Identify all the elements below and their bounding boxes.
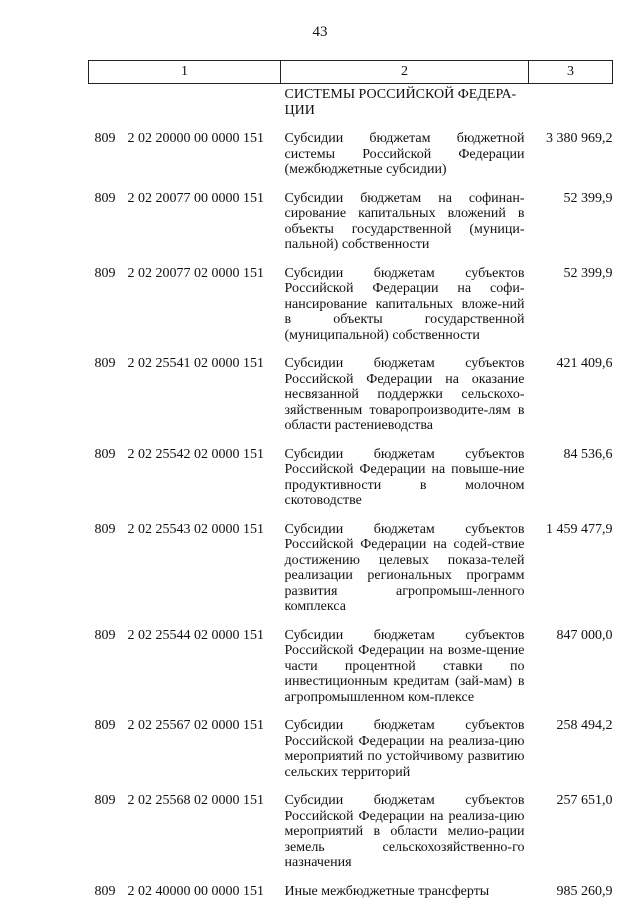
budget-table [88, 60, 613, 899]
income-name: Субсидии бюджетам субъектов Российской Федерации на возме-щение части процентной ставки по инвестиционным кредитам (зай-мам) в агропромышленном ком-плексе [284, 627, 525, 705]
amount-value: 257 651,0 [556, 793, 613, 808]
budget-classification-code: 2 02 40000 00 0000 151 [127, 883, 264, 899]
table-row [89, 793, 613, 871]
continuation-text: СИСТЕМЫ РОССИЙСКОЙ ФЕДЕРА- ЦИИ [284, 87, 517, 118]
table-row [89, 131, 613, 178]
row-spacer [89, 434, 613, 447]
row-spacer [89, 118, 613, 131]
code-cell [89, 522, 281, 615]
budget-classification-code: 2 02 20077 00 0000 151 [127, 190, 264, 206]
amount-value: 52 399,9 [563, 265, 613, 281]
budget-classification-code: 2 02 20077 02 0000 151 [127, 265, 264, 281]
admin-code: 809 [94, 356, 116, 371]
admin-code: 809 [94, 627, 116, 643]
code-cell [89, 628, 281, 706]
amount-value: 52 399,9 [563, 190, 613, 206]
column-header-2: 2 [281, 61, 529, 84]
table-row [89, 191, 613, 253]
admin-code: 809 [94, 446, 116, 462]
budget-classification-code: 2 02 25541 02 0000 151 [127, 356, 264, 371]
column-header-3: 3 [529, 61, 613, 84]
amount-value: 258 494,2 [556, 718, 613, 733]
budget-classification-code: 2 02 25544 02 0000 151 [127, 627, 264, 643]
budget-classification-code: 2 02 25567 02 0000 151 [127, 718, 264, 733]
admin-code: 809 [94, 521, 116, 537]
admin-code: 809 [94, 883, 116, 899]
amount-value: 985 260,9 [556, 883, 613, 899]
table-row [89, 628, 613, 706]
table-row [89, 266, 613, 344]
code-cell [89, 884, 281, 900]
admin-code: 809 [94, 190, 116, 206]
amount-value: 847 000,0 [556, 627, 613, 643]
row-spacer [89, 253, 613, 266]
income-name: Субсидии бюджетам субъектов Российской Федерации на оказание несвязанной поддержки сельскохо-зяйственным товаропроизводите-лям в области растениеводства [284, 356, 525, 433]
row-spacer [89, 509, 613, 522]
code-cell [89, 356, 281, 434]
code-cell [89, 191, 281, 253]
income-name: Субсидии бюджетам субъектов Российской Федерации на реализа-цию мероприятий по устойчивому развитию сельских территорий [284, 718, 525, 780]
income-name: Иные межбюджетные трансферты [284, 883, 490, 899]
row-spacer [89, 780, 613, 793]
code-cell [89, 447, 281, 509]
income-name: Субсидии бюджетам субъектов Российской Федерации на содей-ствие достижению целевых показа-телей реализации региональных программ развития агропромыш-ленного комплекса [284, 521, 525, 614]
budget-classification-code: 2 02 25568 02 0000 151 [127, 793, 264, 808]
income-name: Субсидии бюджетам бюджетной системы Российской Федерации (межбюджетные субсидии) [284, 131, 525, 177]
admin-code: 809 [94, 131, 116, 146]
admin-code: 809 [94, 793, 116, 808]
amount-value: 421 409,6 [556, 356, 613, 371]
row-spacer [89, 615, 613, 628]
code-cell [89, 718, 281, 780]
row-spacer [89, 705, 613, 718]
budget-classification-code: 2 02 25542 02 0000 151 [127, 446, 264, 462]
column-header-1: 1 [89, 61, 281, 84]
income-name: Субсидии бюджетам субъектов Российской Федерации на повыше-ние продуктивности в молочном скотоводстве [284, 446, 525, 508]
code-cell [89, 266, 281, 344]
row-spacer [89, 343, 613, 356]
income-name: Субсидии бюджетам субъектов Российской Федерации на реализа-цию мероприятий в области мелио-рации земель сельскохозяйственно-го назначения [284, 793, 525, 870]
table-row [89, 522, 613, 615]
admin-code: 809 [94, 265, 116, 281]
code-cell [89, 131, 281, 178]
page-number: 43 [312, 24, 328, 40]
table-row [89, 447, 613, 509]
row-spacer [89, 178, 613, 191]
amount-value: 84 536,6 [563, 446, 613, 462]
budget-classification-code: 2 02 20000 00 0000 151 [127, 131, 264, 146]
income-name: Субсидии бюджетам субъектов Российской Федерации на софи-нансирование капитальных вложе-ний в объекты государственной (муниципальной) собственности [284, 265, 525, 343]
table-row [89, 356, 613, 434]
budget-classification-code: 2 02 25543 02 0000 151 [127, 521, 264, 537]
row-spacer [89, 871, 613, 884]
code-cell [89, 793, 281, 871]
table-header-row [89, 61, 613, 84]
table-row [89, 884, 613, 900]
table-row [89, 718, 613, 780]
income-name: Субсидии бюджетам на софинан-сирование капитальных вложений в объекты государственной (муници-пальной) собственности [284, 190, 525, 252]
amount-value: 3 380 969,2 [546, 131, 613, 146]
admin-code: 809 [94, 718, 116, 733]
continuation-row [89, 84, 613, 119]
amount-value: 1 459 477,9 [546, 521, 613, 537]
